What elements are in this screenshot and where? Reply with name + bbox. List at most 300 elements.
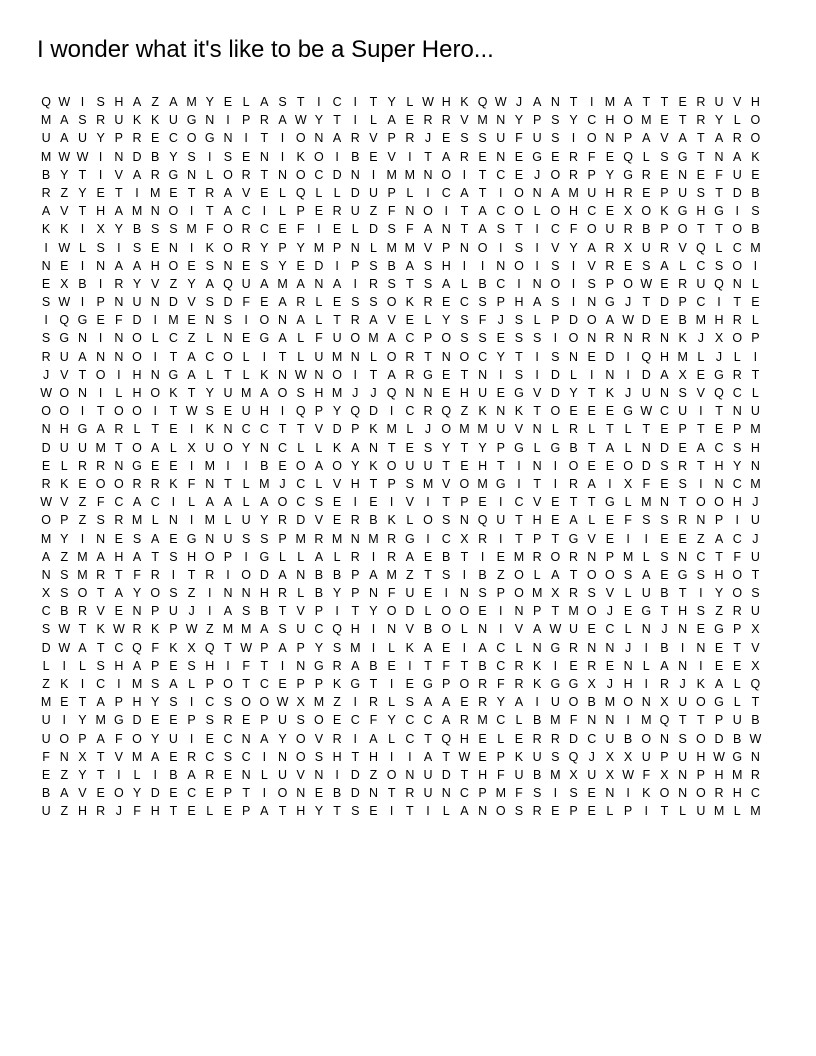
grid-letter: E	[696, 367, 706, 382]
grid-letter: W	[58, 295, 71, 310]
grid-letter: B	[442, 549, 451, 564]
grid-letter: N	[96, 349, 106, 364]
grid-letter: Z	[60, 804, 69, 819]
grid-letter: I	[626, 349, 630, 364]
grid-letter: N	[441, 786, 451, 801]
grid-letter: U	[496, 513, 506, 528]
grid-letter: L	[624, 440, 632, 455]
grid-letter: N	[678, 786, 688, 801]
grid-letter: P	[587, 167, 596, 182]
grid-letter: A	[296, 276, 305, 291]
grid-letter: H	[514, 295, 524, 310]
grid-letter: O	[695, 731, 706, 746]
grid-letter: Z	[151, 95, 160, 109]
grid-letter: T	[242, 786, 250, 801]
grid-letter: S	[223, 149, 233, 164]
grid-letter: V	[314, 422, 324, 437]
grid-letter: R	[478, 677, 488, 691]
grid-letter: H	[150, 804, 160, 819]
grid-letter: T	[442, 749, 451, 764]
grid-letter: N	[259, 149, 269, 164]
grid-letter: O	[459, 476, 470, 491]
grid-letter: T	[660, 95, 669, 109]
grid-letter: C	[259, 677, 269, 691]
grid-letter: E	[714, 640, 724, 655]
grid-letter: L	[206, 804, 214, 819]
grid-letter: V	[187, 295, 196, 310]
grid-letter: T	[642, 422, 651, 437]
grid-letter: E	[660, 567, 669, 582]
grid-letter: B	[623, 731, 633, 746]
grid-letter: A	[96, 549, 105, 564]
grid-letter: S	[223, 313, 233, 328]
grid-letter: O	[241, 695, 252, 710]
grid-letter: C	[259, 222, 269, 237]
grid-letter: A	[460, 185, 469, 200]
grid-letter: E	[587, 804, 596, 819]
grid-letter: O	[186, 131, 197, 146]
grid-letter: H	[114, 95, 124, 109]
grid-letter: A	[478, 204, 487, 219]
grid-letter: H	[696, 204, 706, 219]
grid-letter: J	[606, 677, 614, 691]
grid-letter: O	[386, 767, 397, 782]
grid-letter: N	[459, 586, 469, 601]
grid-letter: O	[732, 258, 743, 273]
grid-letter: Q	[750, 677, 761, 691]
grid-letter: C	[241, 422, 251, 437]
grid-letter: P	[278, 531, 287, 546]
grid-letter: U	[405, 586, 415, 601]
grid-letter: O	[441, 167, 452, 182]
grid-letter: L	[515, 640, 523, 655]
grid-letter: I	[389, 677, 394, 691]
grid-letter: N	[605, 131, 615, 146]
grid-letter: O	[259, 695, 270, 710]
grid-letter: U	[587, 185, 597, 200]
grid-letter: E	[442, 640, 451, 655]
grid-letter: I	[80, 95, 85, 109]
grid-letter: Y	[114, 222, 124, 237]
grid-letter: I	[117, 240, 121, 255]
grid-letter: E	[442, 131, 451, 146]
grid-letter: Q	[332, 622, 342, 637]
grid-letter: I	[589, 367, 594, 382]
grid-letter: I	[680, 640, 685, 655]
grid-letter: N	[659, 331, 669, 346]
grid-letter: H	[714, 458, 724, 473]
grid-letter: N	[77, 331, 87, 346]
grid-letter: U	[241, 276, 251, 291]
grid-letter: M	[750, 240, 761, 255]
grid-letter: A	[678, 131, 687, 146]
grid-letter: Z	[60, 767, 69, 782]
grid-letter: I	[62, 713, 67, 728]
grid-letter: M	[622, 549, 634, 564]
grid-letter: E	[151, 713, 160, 728]
grid-letter: N	[641, 622, 651, 637]
grid-letter: I	[353, 731, 358, 746]
grid-letter: N	[259, 440, 269, 455]
grid-letter: N	[641, 440, 651, 455]
grid-letter: T	[569, 567, 578, 582]
grid-letter: O	[386, 604, 397, 619]
grid-letter: G	[605, 295, 615, 310]
grid-letter: U	[678, 404, 688, 419]
grid-letter: H	[714, 313, 724, 328]
grid-letter: S	[551, 295, 560, 310]
grid-letter: Z	[496, 567, 505, 582]
grid-letter: N	[405, 767, 415, 782]
grid-letter: Q	[659, 713, 670, 728]
grid-letter: L	[442, 804, 450, 819]
grid-row	[37, 457, 783, 475]
grid-letter: T	[424, 567, 432, 582]
grid-letter: R	[332, 658, 342, 673]
grid-letter: T	[460, 367, 469, 382]
grid-letter: V	[405, 622, 415, 637]
grid-letter: I	[98, 149, 103, 164]
grid-letter: N	[296, 567, 306, 582]
grid-letter: J	[352, 386, 359, 400]
grid-letter: N	[41, 422, 51, 437]
grid-letter: M	[568, 604, 579, 619]
grid-letter: Y	[314, 804, 324, 819]
grid-letter: N	[223, 586, 233, 601]
grid-letter: L	[133, 767, 141, 782]
grid-letter: I	[335, 604, 339, 619]
grid-letter: U	[59, 440, 69, 455]
grid-letter: T	[460, 549, 469, 564]
grid-letter: L	[388, 695, 396, 710]
grid-letter: C	[714, 440, 724, 455]
grid-letter: N	[350, 240, 360, 255]
grid-letter: T	[715, 404, 723, 419]
grid-letter: J	[679, 677, 686, 691]
grid-letter: S	[205, 404, 214, 419]
grid-letter: T	[515, 513, 523, 528]
grid-letter: N	[96, 258, 106, 273]
grid-letter: M	[677, 349, 688, 364]
grid-letter: Y	[605, 167, 615, 182]
grid-letter: Y	[314, 640, 324, 655]
grid-letter: A	[532, 622, 542, 637]
grid-letter: D	[350, 185, 360, 200]
grid-letter: R	[77, 604, 87, 619]
grid-letter: T	[660, 604, 669, 619]
grid-letter: T	[587, 386, 596, 400]
grid-letter: I	[408, 658, 412, 673]
grid-letter: Q	[132, 640, 142, 655]
grid-letter: M	[240, 622, 252, 637]
grid-letter: V	[514, 422, 524, 437]
grid-letter: Q	[441, 404, 452, 419]
grid-letter: I	[535, 258, 539, 273]
grid-letter: C	[441, 531, 451, 546]
grid-letter: V	[587, 531, 596, 546]
grid-letter: I	[153, 313, 157, 328]
grid-letter: D	[132, 149, 142, 164]
grid-letter: T	[78, 204, 87, 219]
grid-letter: R	[350, 549, 360, 564]
grid-letter: J	[424, 422, 432, 437]
grid-letter: S	[132, 240, 142, 255]
grid-letter: C	[423, 713, 433, 728]
grid-letter: D	[569, 313, 579, 328]
grid-letter: I	[389, 804, 394, 819]
grid-letter: P	[151, 604, 160, 619]
grid-letter: S	[551, 749, 560, 764]
grid-letter: N	[678, 622, 688, 637]
grid-letter: T	[697, 422, 705, 437]
grid-letter: I	[462, 167, 467, 182]
grid-letter: O	[223, 222, 233, 237]
grid-row	[37, 366, 783, 384]
grid-letter: I	[262, 204, 267, 219]
grid-letter: L	[224, 513, 232, 528]
grid-letter: I	[535, 367, 539, 382]
grid-letter: E	[169, 713, 178, 728]
grid-letter: S	[351, 804, 360, 819]
grid-letter: G	[550, 677, 561, 691]
grid-letter: L	[751, 313, 759, 328]
grid-letter: E	[496, 549, 505, 564]
grid-letter: A	[332, 276, 342, 291]
grid-letter: A	[514, 695, 524, 710]
grid-letter: C	[41, 604, 51, 619]
grid-row	[37, 711, 783, 729]
grid-letter: U	[41, 131, 51, 146]
grid-letter: R	[241, 240, 251, 255]
grid-letter: S	[96, 658, 105, 673]
grid-letter: I	[499, 495, 503, 510]
grid-row	[37, 220, 783, 238]
grid-letter: F	[569, 713, 578, 728]
grid-letter: O	[95, 476, 106, 491]
grid-letter: V	[296, 604, 305, 619]
grid-letter: H	[132, 367, 142, 382]
grid-letter: H	[478, 458, 488, 473]
grid-row	[37, 439, 783, 457]
grid-letter: J	[606, 604, 614, 619]
grid-letter: S	[151, 222, 160, 237]
grid-letter: V	[442, 476, 451, 491]
grid-letter: B	[369, 513, 378, 528]
grid-letter: O	[477, 240, 488, 255]
grid-letter: B	[751, 185, 760, 200]
grid-letter: F	[642, 767, 651, 782]
grid-letter: M	[513, 549, 525, 564]
grid-letter: S	[405, 695, 415, 710]
grid-letter: L	[242, 495, 250, 510]
grid-letter: R	[732, 367, 742, 382]
grid-letter: N	[696, 513, 706, 528]
grid-letter: H	[259, 586, 269, 601]
grid-letter: T	[96, 404, 105, 419]
grid-letter: R	[96, 804, 106, 819]
grid-letter: L	[715, 240, 723, 255]
grid-letter: N	[278, 167, 288, 182]
grid-letter: I	[499, 604, 503, 619]
grid-letter: T	[78, 622, 87, 637]
grid-letter: R	[732, 131, 742, 146]
grid-letter: Q	[386, 386, 397, 400]
grid-letter: U	[41, 713, 51, 728]
grid-letter: G	[623, 404, 633, 419]
grid-letter: A	[260, 276, 269, 291]
grid-letter: E	[587, 349, 596, 364]
grid-letter: M	[477, 713, 488, 728]
grid-letter: D	[332, 422, 342, 437]
grid-letter: Y	[314, 113, 324, 128]
grid-letter: S	[314, 495, 324, 510]
grid-letter: E	[260, 185, 269, 200]
grid-letter: W	[40, 495, 52, 510]
grid-letter: I	[408, 149, 412, 164]
grid-letter: T	[496, 458, 505, 473]
grid-letter: Q	[641, 349, 652, 364]
grid-letter: S	[205, 295, 214, 310]
grid-letter: H	[187, 549, 197, 564]
grid-letter: N	[296, 658, 306, 673]
grid-letter: A	[114, 204, 124, 219]
grid-letter: D	[332, 167, 342, 182]
grid-letter: N	[405, 204, 415, 219]
grid-letter: T	[169, 804, 178, 819]
grid-letter: A	[132, 167, 142, 182]
grid-letter: J	[624, 640, 632, 655]
grid-letter: A	[260, 731, 269, 746]
grid-letter: K	[169, 476, 178, 491]
grid-letter: C	[259, 422, 269, 437]
grid-letter: L	[533, 440, 541, 455]
grid-letter: B	[151, 149, 160, 164]
grid-letter: T	[406, 276, 414, 291]
grid-row	[37, 675, 783, 693]
grid-letter: I	[462, 258, 467, 273]
grid-letter: D	[168, 295, 178, 310]
grid-letter: E	[478, 149, 487, 164]
grid-letter: R	[296, 295, 306, 310]
grid-letter: S	[460, 131, 469, 146]
grid-letter: L	[115, 386, 123, 400]
grid-letter: E	[223, 95, 233, 109]
grid-letter: I	[244, 549, 248, 564]
grid-row	[37, 511, 783, 529]
grid-letter: T	[260, 131, 269, 146]
grid-letter: X	[187, 440, 196, 455]
grid-letter: A	[296, 313, 305, 328]
grid-row	[37, 530, 783, 548]
grid-letter: N	[678, 767, 688, 782]
grid-letter: A	[132, 658, 142, 673]
grid-letter: G	[77, 422, 88, 437]
grid-letter: C	[605, 622, 615, 637]
grid-letter: H	[605, 185, 615, 200]
grid-letter: U	[532, 749, 542, 764]
grid-letter: S	[41, 295, 51, 310]
grid-letter: I	[571, 295, 576, 310]
grid-letter: B	[678, 313, 687, 328]
grid-letter: B	[569, 440, 578, 455]
grid-letter: S	[478, 331, 487, 346]
grid-letter: L	[242, 367, 250, 382]
grid-letter: T	[642, 295, 651, 310]
grid-letter: H	[605, 113, 615, 128]
grid-letter: T	[351, 604, 360, 619]
grid-letter: D	[550, 386, 560, 400]
grid-letter: D	[641, 367, 651, 382]
grid-letter: H	[459, 731, 469, 746]
grid-letter: R	[114, 276, 124, 291]
grid-letter: E	[41, 767, 51, 782]
grid-letter: N	[350, 167, 360, 182]
grid-letter: H	[96, 204, 106, 219]
grid-letter: N	[587, 640, 597, 655]
grid-letter: L	[733, 113, 741, 128]
grid-letter: Y	[60, 531, 69, 546]
grid-letter: O	[314, 149, 324, 164]
grid-letter: P	[78, 731, 87, 746]
grid-letter: E	[605, 531, 615, 546]
grid-letter: K	[696, 677, 706, 691]
grid-letter: W	[549, 622, 562, 637]
grid-letter: O	[623, 113, 633, 128]
grid-letter: A	[151, 440, 160, 455]
grid-letter: L	[297, 331, 305, 346]
grid-letter: I	[189, 513, 194, 528]
grid-letter: I	[553, 658, 558, 673]
grid-letter: T	[551, 531, 560, 546]
grid-letter: L	[497, 731, 505, 746]
grid-letter: Q	[204, 640, 215, 655]
grid-letter: U	[732, 713, 742, 728]
grid-letter: H	[659, 349, 669, 364]
grid-letter: O	[586, 222, 597, 237]
grid-row	[37, 784, 783, 802]
grid-row	[37, 384, 783, 402]
grid-letter: E	[678, 531, 687, 546]
grid-letter: Z	[406, 567, 414, 582]
grid-letter: L	[733, 677, 741, 691]
grid-letter: G	[204, 131, 215, 146]
grid-letter: E	[460, 695, 469, 710]
grid-letter: N	[678, 549, 688, 564]
grid-letter: O	[150, 386, 161, 400]
grid-letter: C	[405, 713, 415, 728]
grid-letter: A	[41, 549, 51, 564]
grid-letter: O	[568, 331, 579, 346]
grid-letter: A	[132, 258, 142, 273]
grid-letter: I	[480, 549, 485, 564]
grid-letter: E	[587, 404, 596, 419]
grid-letter: L	[406, 422, 414, 437]
grid-letter: J	[42, 367, 50, 382]
grid-letter: P	[551, 313, 560, 328]
grid-letter: N	[587, 295, 597, 310]
grid-letter: R	[732, 604, 742, 619]
grid-letter: S	[514, 331, 524, 346]
grid-letter: E	[605, 658, 615, 673]
grid-letter: J	[588, 749, 595, 764]
grid-letter: I	[135, 185, 139, 200]
grid-letter: P	[460, 495, 469, 510]
grid-letter: M	[77, 549, 88, 564]
grid-letter: O	[550, 167, 561, 182]
grid-letter: A	[314, 458, 324, 473]
grid-letter: A	[187, 367, 196, 382]
grid-letter: R	[350, 131, 360, 146]
